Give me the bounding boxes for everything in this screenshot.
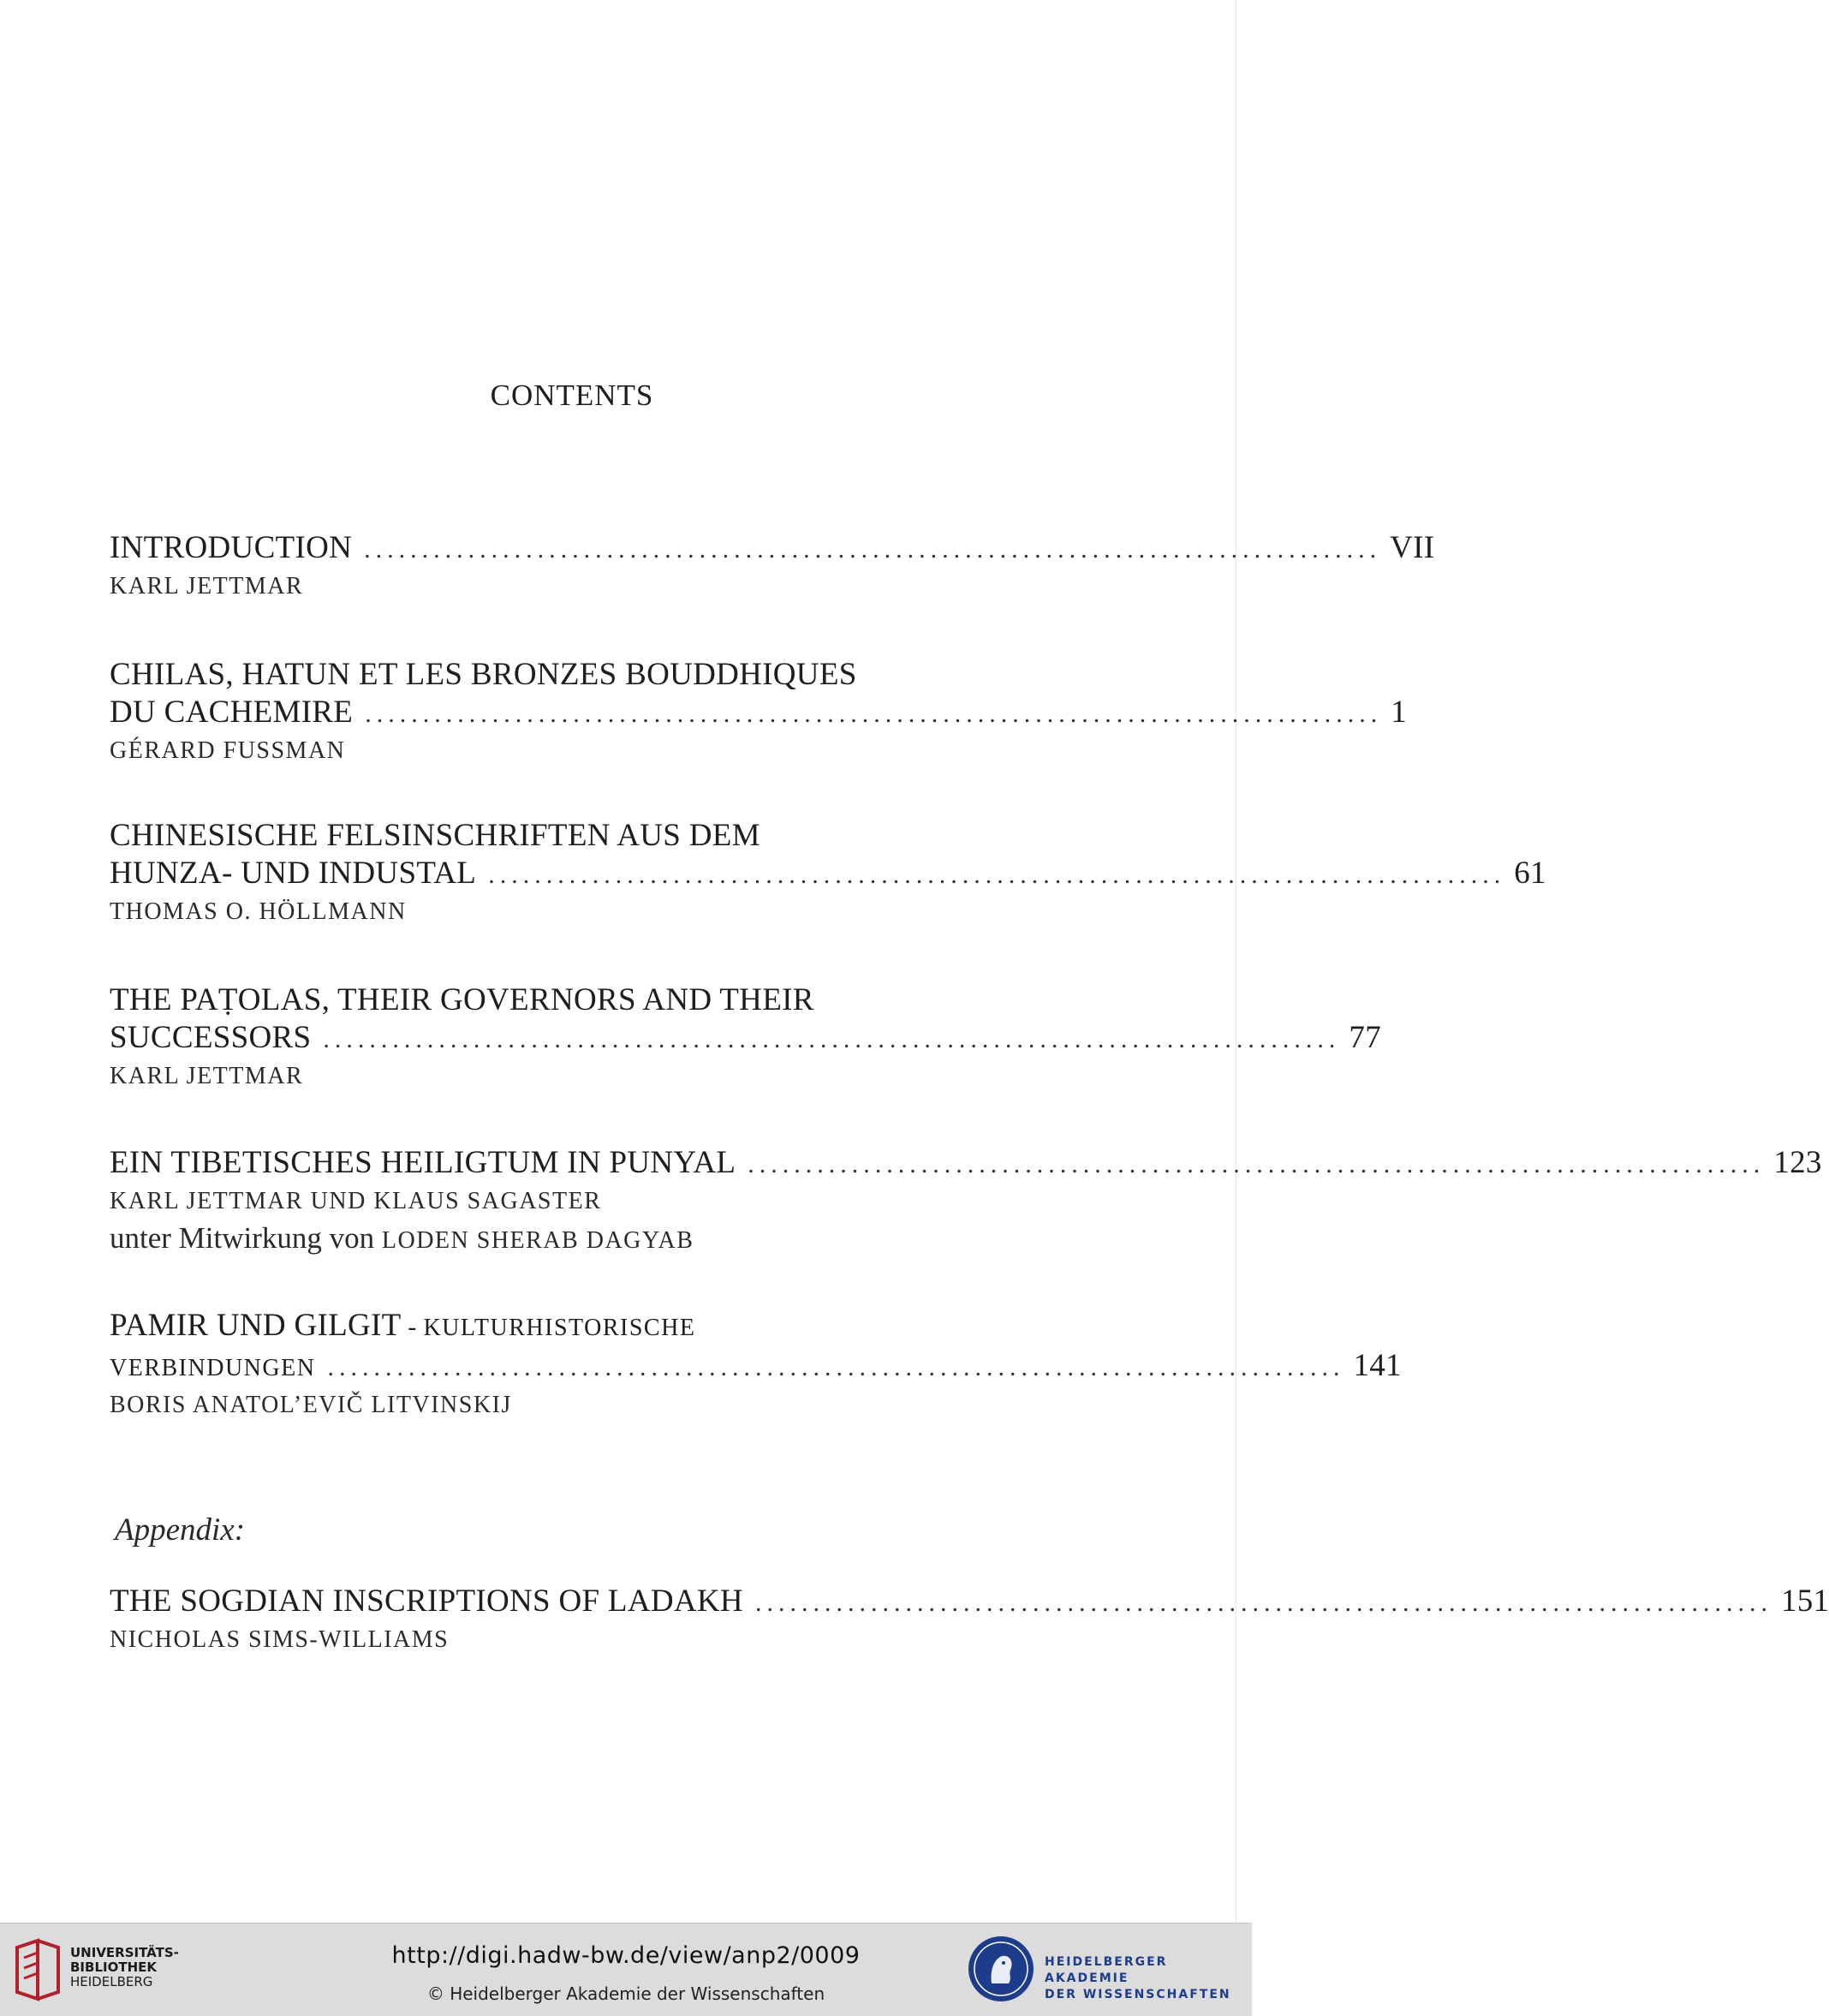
- toc-entry-introduction[interactable]: [110, 529, 1435, 605]
- academy-seal-icon[interactable]: [966, 1934, 1036, 2004]
- toc-entry-page: 151: [1780, 1584, 1829, 1619]
- toc-entry-author: THOMAS O. HÖLLMANN: [110, 898, 407, 925]
- page-title: CONTENTS: [490, 379, 654, 412]
- toc-entry-pamir[interactable]: [110, 1307, 1402, 1423]
- toc-entry-author: KARL JETTMAR UND KLAUS SAGASTER: [110, 1188, 602, 1214]
- toc-entry-title: CHINESISCHE FELSINSCHRIFTEN AUS DEM: [110, 818, 760, 853]
- toc-entry-page: VII: [1390, 530, 1435, 565]
- title-main: PAMIR UND GILGIT: [110, 1308, 402, 1343]
- contributor-name: LODEN SHERAB DAGYAB: [381, 1227, 694, 1254]
- toc-entry-chinesische[interactable]: [110, 817, 1546, 930]
- toc-entry-page: 77: [1349, 1020, 1381, 1055]
- toc-entry-title-cont: SUCCESSORS: [110, 1020, 312, 1055]
- toc-entry-tibetisches[interactable]: [110, 1144, 1822, 1260]
- leader-dots: ........................................................................................: [323, 1025, 1341, 1053]
- copyright-notice: © Heidelberger Akademie der Wissenschaften: [426, 1983, 825, 2004]
- toc-entry-title-line: [110, 656, 1028, 694]
- toc-entry-title: [110, 1307, 695, 1347]
- toc-entry-title: THE PAṬOLAS, THEIR GOVERNORS AND THEIR: [110, 982, 814, 1017]
- toc-entry-title-line: [110, 981, 1028, 1019]
- appendix-label: Appendix:: [115, 1512, 246, 1548]
- toc-entry-title-line: [110, 1144, 1822, 1184]
- toc-entry-title-cont: HUNZA- UND INDUSTAL: [110, 856, 477, 891]
- leader-dots: ........................................................................................: [365, 700, 1383, 728]
- toc-entry-author: KARL JETTMAR: [110, 573, 304, 599]
- toc-entry-page: 123: [1773, 1145, 1822, 1180]
- toc-entry-author: NICHOLAS SIMS-WILLIAMS: [110, 1626, 450, 1653]
- leader-dots: ........................................................................................: [327, 1353, 1345, 1381]
- permalink-url[interactable]: http://digi.hadw-bw.de/view/anp2/0009: [391, 1942, 861, 1969]
- toc-entry-title-line: [110, 1019, 1381, 1059]
- toc-entry-page: 1: [1391, 695, 1408, 730]
- academy-name-line: HEIDELBERGER AKADEMIE: [1045, 1955, 1168, 1985]
- toc-entry-page: 61: [1514, 856, 1546, 891]
- toc-entry-title: INTRODUCTION: [110, 530, 353, 565]
- toc-entry-title-line: [110, 817, 1028, 855]
- leader-dots: ........................................................................................: [748, 1150, 1766, 1178]
- toc-entry-title-line: [110, 855, 1546, 894]
- toc-entry-title: CHILAS, HATUN ET LES BRONZES BOUDDHIQUES: [110, 657, 857, 692]
- toc-entry-title-line: [110, 1307, 1028, 1347]
- toc-entry-page: 141: [1353, 1348, 1402, 1383]
- contributor-prefix: unter Mitwirkung von: [110, 1221, 375, 1255]
- toc-entry-patolas[interactable]: [110, 981, 1381, 1094]
- toc-entry-title-cont: VERBINDUNGEN: [110, 1355, 316, 1381]
- leader-dots: ........................................................................................: [754, 1589, 1772, 1617]
- toc-entry-title-cont: DU CACHEMIRE: [110, 695, 354, 730]
- library-name-line: BIBLIOTHEK: [70, 1959, 157, 1975]
- toc-entry-title: THE SOGDIAN INSCRIPTIONS OF LADAKH: [110, 1584, 743, 1619]
- toc-entry-author: BORIS ANATOL’EVIČ LITVINSKIJ: [110, 1392, 512, 1418]
- toc-entry-title-line: [110, 1347, 1402, 1387]
- library-name-line: HEIDELBERG: [70, 1974, 153, 1989]
- title-sub: KULTURHISTORISCHE: [423, 1315, 696, 1341]
- toc-entry-title: EIN TIBETISCHES HEILIGTUM IN PUNYAL: [110, 1145, 736, 1180]
- leader-dots: ........................................................................................: [364, 535, 1382, 564]
- toc-entry-title-line: [110, 529, 1435, 569]
- toc-entry-author: GÉRARD FUSSMAN: [110, 737, 346, 764]
- toc-entry-chilas[interactable]: [110, 656, 1408, 769]
- toc-entry-sogdian[interactable]: [110, 1583, 1829, 1658]
- footer-bar: [0, 1923, 1252, 2016]
- library-name-line: UNIVERSITÄTS-: [70, 1945, 179, 1960]
- toc-entry-contributor-note: [110, 1220, 1028, 1260]
- leader-dots: ........................................................................................: [488, 861, 1506, 889]
- toc-entry-author: KARL JETTMAR: [110, 1063, 304, 1089]
- title-separator: -: [401, 1313, 424, 1341]
- academy-name: [1045, 1954, 1252, 2003]
- toc-entry-title-line: [110, 1583, 1829, 1622]
- academy-name-line: DER WISSENSCHAFTEN: [1045, 1988, 1231, 2001]
- toc-entry-title-line: [110, 694, 1408, 733]
